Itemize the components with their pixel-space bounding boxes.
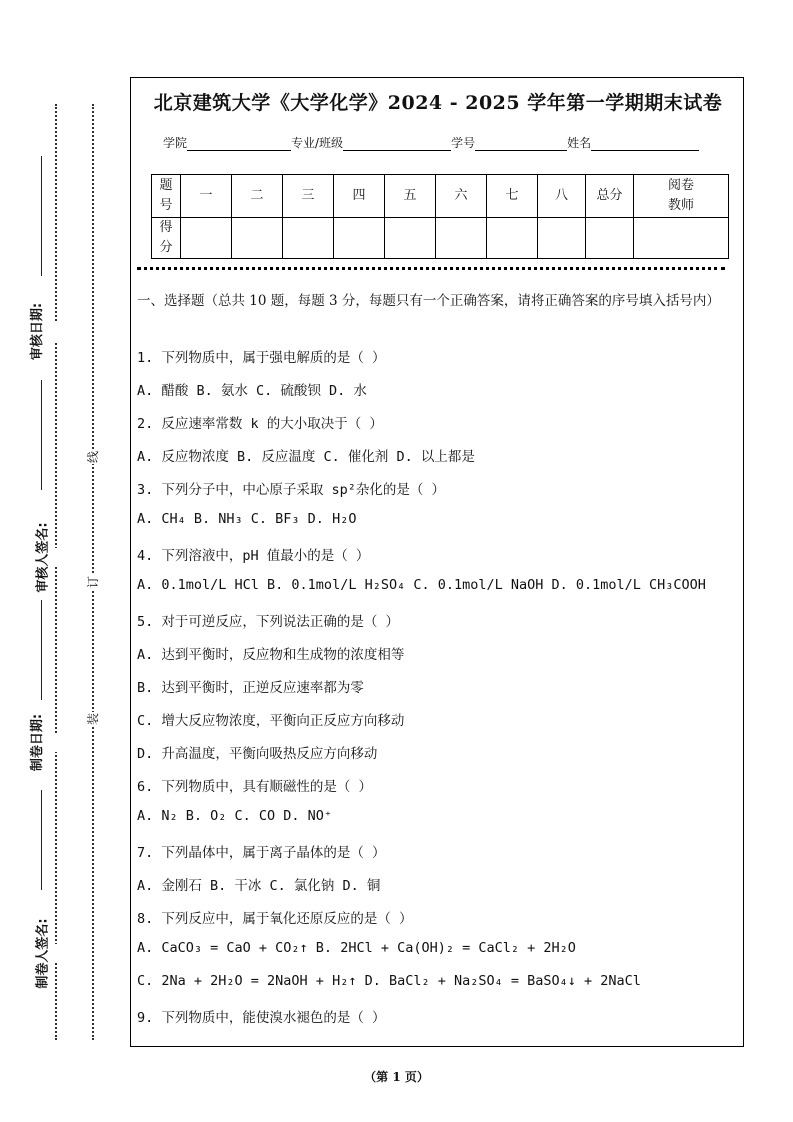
field-major-blank[interactable] (343, 138, 451, 151)
score-header-total: 总分 (586, 175, 634, 218)
paper-date-label: 制卷日期: (6, 733, 66, 752)
score-table (151, 174, 729, 259)
question: 3. 下列分子中，中心原子采取 sp²杂化的是（ ） (137, 482, 446, 498)
score-cell[interactable] (334, 218, 385, 259)
question-options: A. CH₄ B. NH₃ C. BF₃ D. H₂O (137, 511, 357, 527)
score-header-cell: 六 (436, 175, 487, 218)
question-options: A. N₂ B. O₂ C. CO D. NO⁺ (137, 808, 333, 824)
binding-char-bind: 装 (85, 712, 100, 726)
score-cell[interactable] (436, 218, 487, 259)
score-cell[interactable] (538, 218, 586, 259)
score-cell[interactable] (385, 218, 436, 259)
field-id-blank[interactable] (475, 138, 567, 151)
exam-title: 北京建筑大学《大学化学》2024 - 2025 学年第一学期期末试卷 (153, 92, 723, 114)
question: 2. 反应速率常数 k 的大小取决于（ ） (137, 416, 383, 432)
student-info-row (163, 134, 699, 151)
field-name-blank[interactable] (591, 138, 699, 151)
question-options: C. 2Na + 2H₂O = 2NaOH + H₂↑ D. BaCl₂ + Na₂SO₄ = BaSO₄↓ + 2NaCl (137, 973, 641, 989)
score-header-grader: 阅卷 教师 (634, 175, 729, 218)
question: 5. 对于可逆反应，下列说法正确的是（ ） (137, 614, 400, 630)
question-options: A. 金刚石 B. 干冰 C. 氯化钠 D. 铜 (137, 878, 381, 894)
review-date-blank (41, 156, 42, 276)
field-college-label: 学院 (163, 136, 188, 150)
score-header-cell: 八 (538, 175, 586, 218)
review-date-label: 审核日期: (6, 322, 66, 341)
reviewer-signature-blank (41, 380, 42, 490)
question-options: A. 0.1mol/L HCl B. 0.1mol/L H₂SO₄ C. 0.1mol/L NaOH D. 0.1mol/L CH₃COOH (137, 577, 706, 593)
paper-maker-signature-blank (41, 790, 42, 890)
question: 7. 下列晶体中，属于离子晶体的是（ ） (137, 845, 386, 861)
score-cell[interactable] (283, 218, 334, 259)
section-heading: 一、选择题（总共 10 题，每题 3 分，每题只有一个正确答案，请将正确答案的序号填入括号内） (137, 293, 720, 309)
score-cell-total[interactable] (586, 218, 634, 259)
binding-char-line: 线 (85, 450, 100, 464)
page-number: （第 1 页） (364, 1070, 429, 1084)
question: 8. 下列反应中，属于氧化还原反应的是（ ） (137, 911, 413, 927)
question: 6. 下列物质中，具有顺磁性的是（ ） (137, 779, 373, 795)
score-header-cell: 一 (181, 175, 232, 218)
question: 4. 下列溶液中，pH 值最小的是（ ） (137, 548, 370, 564)
score-header-cell: 四 (334, 175, 385, 218)
question-option: D. 升高温度，平衡向吸热反应方向移动 (137, 746, 378, 762)
exam-frame (130, 77, 744, 1047)
binding-char-order: 订 (85, 575, 100, 589)
score-header-cell: 二 (232, 175, 283, 218)
margin-dotted-line-outer (55, 104, 57, 1040)
score-header-cell: 三 (283, 175, 334, 218)
score-row-label: 得 分 (152, 218, 181, 259)
score-cell-grader[interactable] (634, 218, 729, 259)
question: 1. 下列物质中，属于强电解质的是（ ） (137, 350, 386, 366)
question-options: A. CaCO₃ = CaO + CO₂↑ B. 2HCl + Ca(OH)₂ = CaCl₂ + 2H₂O (137, 940, 576, 956)
question-options: A. 反应物浓度 B. 反应温度 C. 催化剂 D. 以上都是 (137, 449, 475, 465)
score-cell[interactable] (181, 218, 232, 259)
field-id-label: 学号 (451, 136, 476, 150)
margin-dotted-line-inner (92, 104, 94, 1040)
field-major-label: 专业/班级 (291, 136, 344, 150)
reviewer-signature-label: 审核人签名: (6, 548, 66, 567)
question-option: A. 达到平衡时，反应物和生成物的浓度相等 (137, 647, 405, 663)
score-cell[interactable] (487, 218, 538, 259)
score-header-label: 题 号 (152, 175, 181, 218)
question-option: C. 增大反应物浓度，平衡向正反应方向移动 (137, 713, 405, 729)
question: 9. 下列物质中，能使溴水褪色的是（ ） (137, 1010, 386, 1026)
score-header-cell: 五 (385, 175, 436, 218)
dotted-separator (137, 267, 725, 270)
score-header-cell: 七 (487, 175, 538, 218)
paper-date-blank (41, 600, 42, 700)
field-name-label: 姓名 (567, 136, 592, 150)
paper-maker-signature-label: 制卷人签名: (6, 944, 66, 963)
field-college-blank[interactable] (187, 138, 291, 151)
question-option: B. 达到平衡时，正逆反应速率都为零 (137, 680, 364, 696)
score-cell[interactable] (232, 218, 283, 259)
question-options: A. 醋酸 B. 氨水 C. 硫酸钡 D. 水 (137, 383, 367, 399)
